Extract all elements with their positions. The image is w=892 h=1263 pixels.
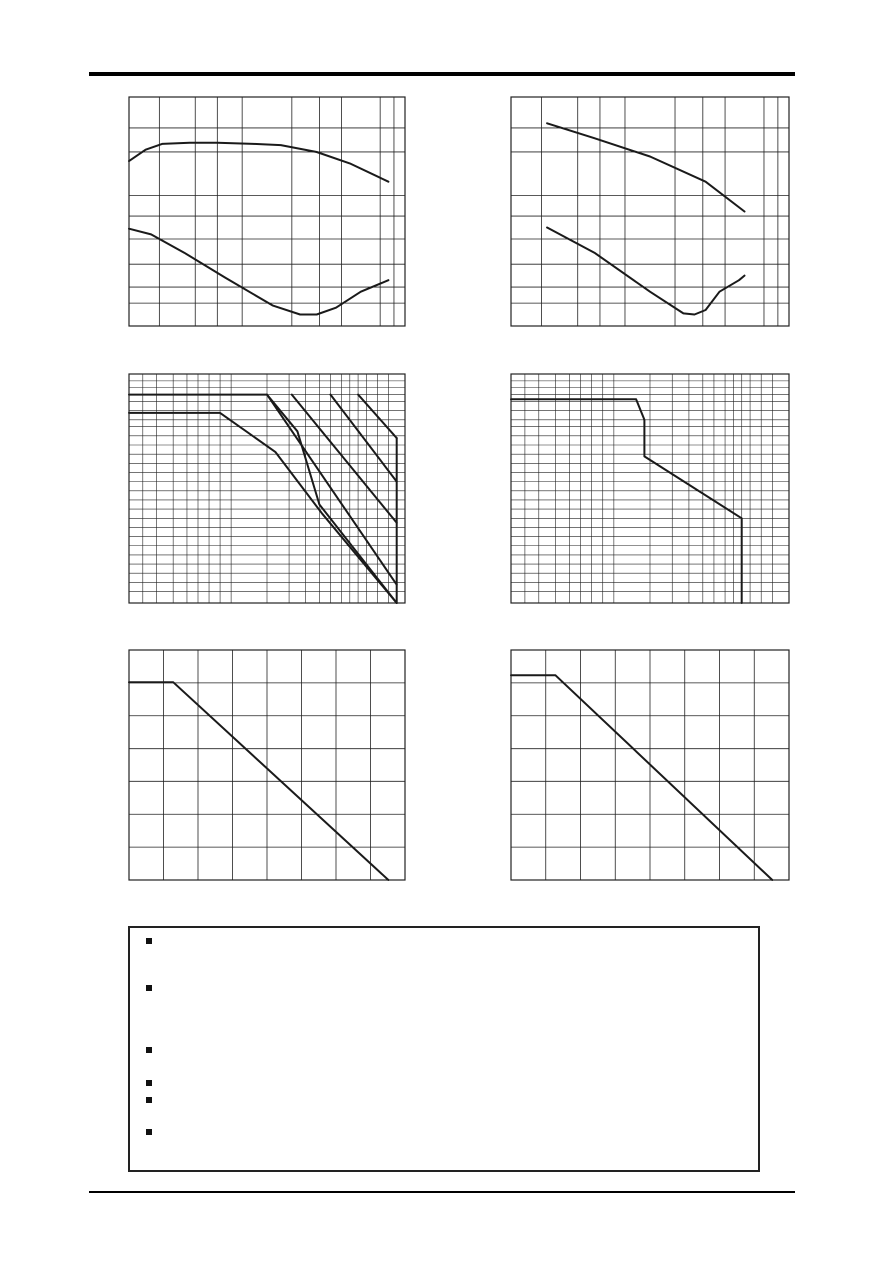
series-line-2: [547, 228, 744, 315]
chart-4: [510, 373, 790, 604]
bullet-icon: [146, 938, 152, 944]
chart-1: [128, 96, 406, 327]
bullet-icon: [146, 1047, 152, 1053]
chart-3: [128, 373, 406, 604]
series-line-2: [129, 395, 397, 603]
bullet-icon: [146, 985, 152, 991]
bullet-icon: [146, 1080, 152, 1086]
series-line-2: [129, 229, 388, 315]
series-line-5: [331, 395, 397, 482]
series-line-1: [547, 123, 744, 211]
footer-rule: [89, 1191, 795, 1193]
chart-6: [510, 649, 790, 881]
series-line-1: [511, 399, 742, 603]
chart-2: [510, 96, 790, 327]
series-line-1: [129, 413, 397, 603]
header-rule: [89, 72, 795, 76]
bullet-icon: [146, 1129, 152, 1135]
bullet-icon: [146, 1097, 152, 1103]
series-line-1: [129, 143, 388, 182]
chart-5: [128, 649, 406, 881]
notes-box: [128, 926, 760, 1172]
plot-frame: [129, 97, 405, 326]
series-line-1: [511, 675, 772, 880]
